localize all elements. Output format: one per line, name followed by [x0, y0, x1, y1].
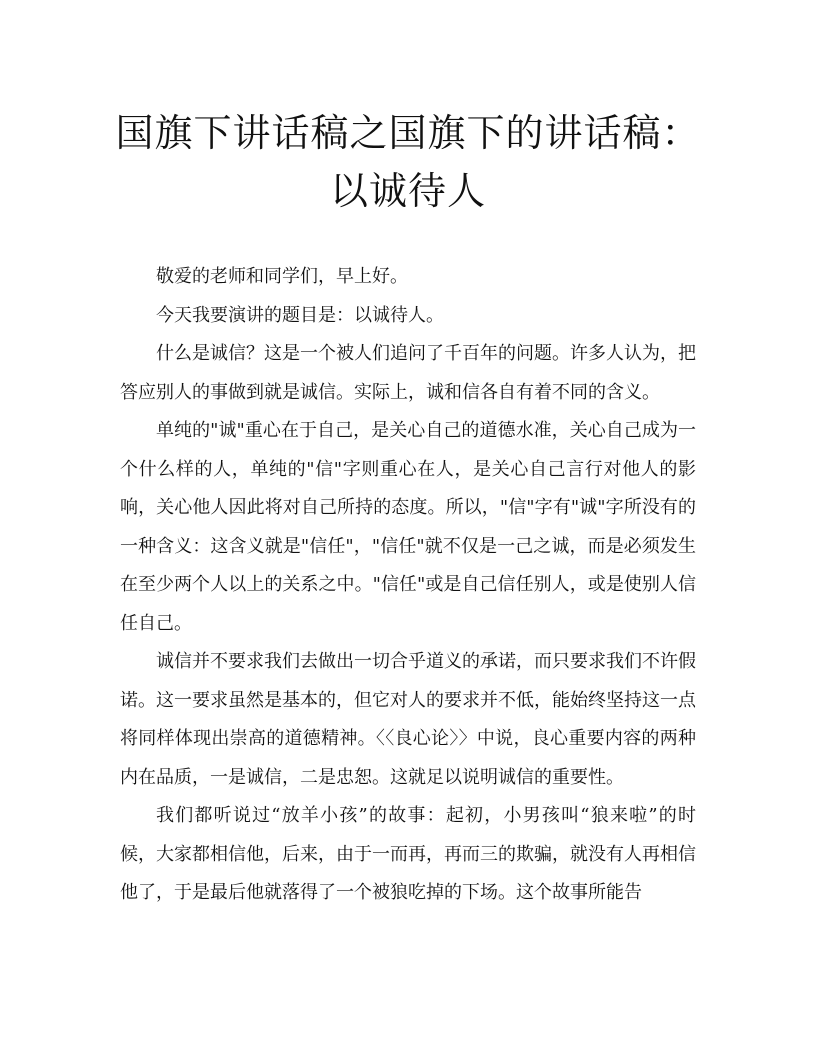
paragraph-topic: 今天我要演讲的题目是：以诚待人。: [156, 304, 444, 326]
document-body: [120, 258, 696, 913]
paragraph-what-is-integrity: 什么是诚信？这是一个被人们追问了千百年的问题。许多人认为，把答应别人的事做到就是诚信。实际上，诚和信各自有着不同的含义。: [120, 343, 696, 403]
paragraph-no-false-promise: 诚信并不要求我们去做出一切合乎道义的承诺，而只要求我们不许假诺。这一要求虽然是基本的，但它对人的要求并不低，能始终坚持这一点将同样体现出崇高的道德精神。〈〈良心论〉〉中说，良心重要内容的两种内在品质，一是诚信，二是忠恕。这就足以说明诚信的重要性。: [120, 651, 696, 788]
paragraph-cheng-and-xin: 单纯的"诚"重心在于自己，是关心自己的道德水准，关心自己成为一个什么样的人，单纯的"信"字则重心在人，是关心自己言行对他人的影响，关心他人因此将对自己所持的态度。所以，"信"字有"诚"字所没有的一种含义：这含义就是"信任"，"信任"就不仅是一己之诚，而是必须发生在至少两个人以上的关系之中。"信任"或是自己信任别人，或是使别人信任自己。: [120, 420, 696, 634]
paragraph-greeting: 敬爱的老师和同学们，早上好。: [156, 266, 408, 287]
paragraph-shepherd-boy: 我们都听说过“放羊小孩”的故事：起初，小男孩叫“狼来啦”的时候，大家都相信他，后来，由于一而再，再而三的欺骗，就没有人再相信他了，于是最后他就落得了一个被狼吃掉的下场。这个故事所能告: [120, 805, 696, 903]
document-title: 国旗下讲话稿之国旗下的讲话稿：以诚待人: [115, 111, 701, 213]
